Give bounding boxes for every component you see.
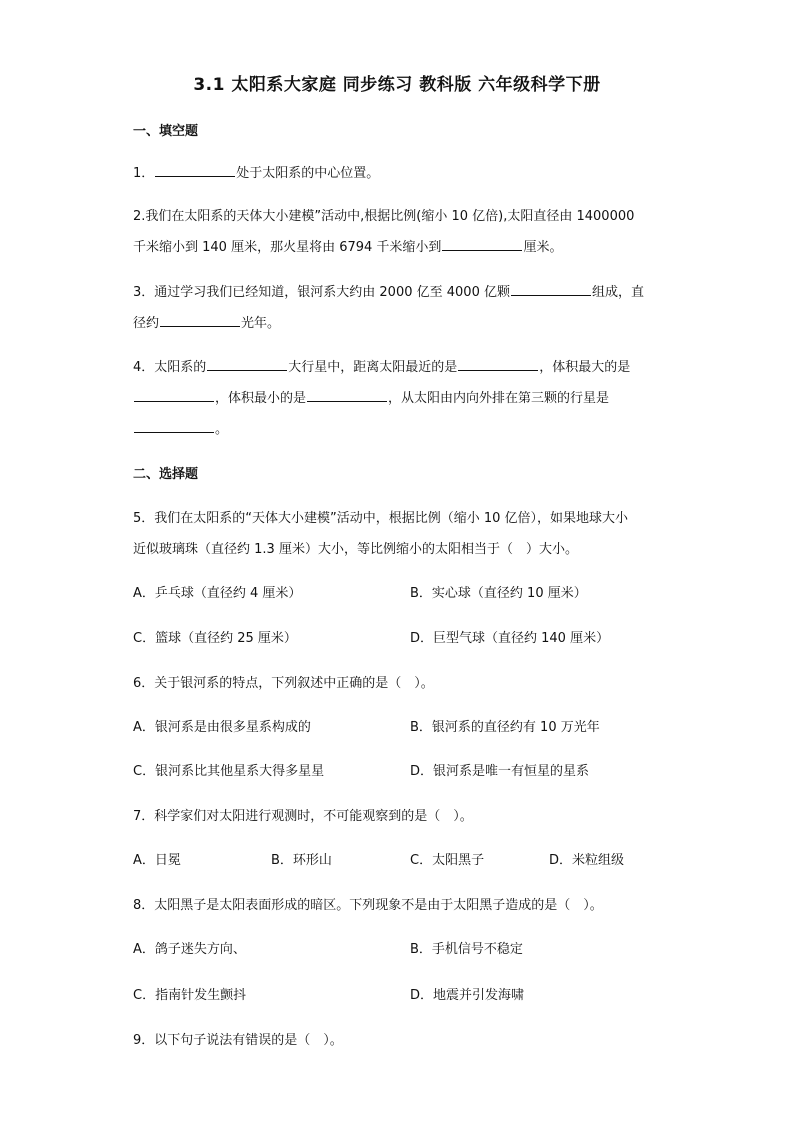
q8-option-c[interactable]: C．指南针发生颤抖	[133, 988, 247, 1003]
q5-option-a[interactable]: A．乒乓球（直径约 4 厘米）	[133, 586, 302, 601]
question-2-line-2	[133, 236, 562, 255]
question-3-line-1	[133, 281, 644, 300]
q7-option-a[interactable]: A．日冕	[133, 853, 181, 868]
question-7: 7．科学家们对太阳进行观测时，不可能观察到的是（ ）。	[133, 809, 473, 824]
q6-option-a[interactable]: A．银河系是由很多星系构成的	[133, 720, 311, 735]
question-4-line-2	[133, 387, 609, 406]
q6-option-b[interactable]: B．银河系的直径约有 10 万光年	[410, 720, 600, 735]
q8-option-b[interactable]: B．手机信号不稳定	[410, 942, 523, 957]
q3-text: 径约	[133, 316, 160, 331]
question-6: 6．关于银河系的特点，下列叙述中正确的是（ ）。	[133, 676, 434, 691]
answer-blank[interactable]	[160, 314, 240, 327]
question-4-line-3	[133, 418, 228, 437]
q4-text: ，从太阳由内向外排在第三颗的行星是	[388, 391, 610, 406]
q4-text: 4．太阳系的	[133, 360, 207, 375]
question-2-line-1: 2.我们在太阳系的天体大小建模”活动中,根据比例(缩小 10 亿倍),太阳直径由 1400000	[133, 209, 635, 224]
q7-option-d[interactable]: D．米粒组级	[549, 853, 625, 868]
q6-option-c[interactable]: C．银河系比其他星系大得多星星	[133, 764, 325, 779]
q5-option-c[interactable]: C．篮球（直径约 25 厘米）	[133, 631, 297, 646]
q8-option-d[interactable]: D．地震并引发海啸	[410, 988, 525, 1003]
q5-option-d[interactable]: D．巨型气球（直径约 140 厘米）	[410, 631, 610, 646]
q4-text: ，体积最大的是	[539, 360, 631, 375]
q2-unit: 厘米。	[523, 240, 563, 255]
q6-option-d[interactable]: D．银河系是唯一有恒星的星系	[410, 764, 590, 779]
q1-text: 处于太阳系的中心位置。	[236, 166, 380, 181]
answer-blank[interactable]	[307, 389, 387, 402]
section-choice-heading: 二、选择题	[133, 467, 199, 482]
q3-unit: 光年。	[241, 316, 281, 331]
q1-number: 1．	[133, 166, 155, 181]
answer-blank[interactable]	[155, 164, 235, 177]
answer-blank[interactable]	[442, 238, 522, 251]
q7-option-b[interactable]: B．环形山	[271, 853, 332, 868]
q2-text: 千米缩小到 140 厘米，那火星将由 6794 千米缩小到	[133, 240, 442, 255]
answer-blank[interactable]	[511, 283, 591, 296]
q4-text: 。	[215, 422, 229, 437]
answer-blank[interactable]	[458, 358, 538, 371]
answer-blank[interactable]	[134, 389, 214, 402]
section-fill-heading: 一、填空题	[133, 124, 199, 139]
q7-option-c[interactable]: C．太阳黑子	[410, 853, 485, 868]
q5-option-b[interactable]: B．实心球（直径约 10 厘米）	[410, 586, 587, 601]
answer-blank[interactable]	[207, 358, 287, 371]
q3-text-tail: 组成，直	[591, 285, 644, 300]
question-1	[133, 162, 379, 181]
question-5-line-2: 近似玻璃珠（直径约 1.3 厘米）大小，等比例缩小的太阳相当于（ ）大小。	[133, 542, 578, 557]
page-title: 3.1 太阳系大家庭 同步练习 教科版 六年级科学下册	[193, 75, 601, 95]
q3-text: 3．通过学习我们已经知道，银河系大约由 2000 亿至 4000 亿颗	[133, 285, 510, 300]
answer-blank[interactable]	[134, 420, 214, 433]
question-5-line-1: 5．我们在太阳系的“天体大小建模”活动中，根据比例（缩小 10 亿倍），如果地球大小	[133, 511, 629, 526]
q8-option-a[interactable]: A．鸽子迷失方向、	[133, 942, 246, 957]
q4-text: 大行星中，距离太阳最近的是	[288, 360, 458, 375]
question-4-line-1	[133, 356, 630, 375]
question-9: 9．以下句子说法有错误的是（ ）。	[133, 1033, 343, 1048]
question-3-line-2	[133, 312, 280, 331]
q4-text: ，体积最小的是	[215, 391, 307, 406]
question-8: 8．太阳黑子是太阳表面形成的暗区。下列现象不是由于太阳黑子造成的是（ ）。	[133, 898, 603, 913]
